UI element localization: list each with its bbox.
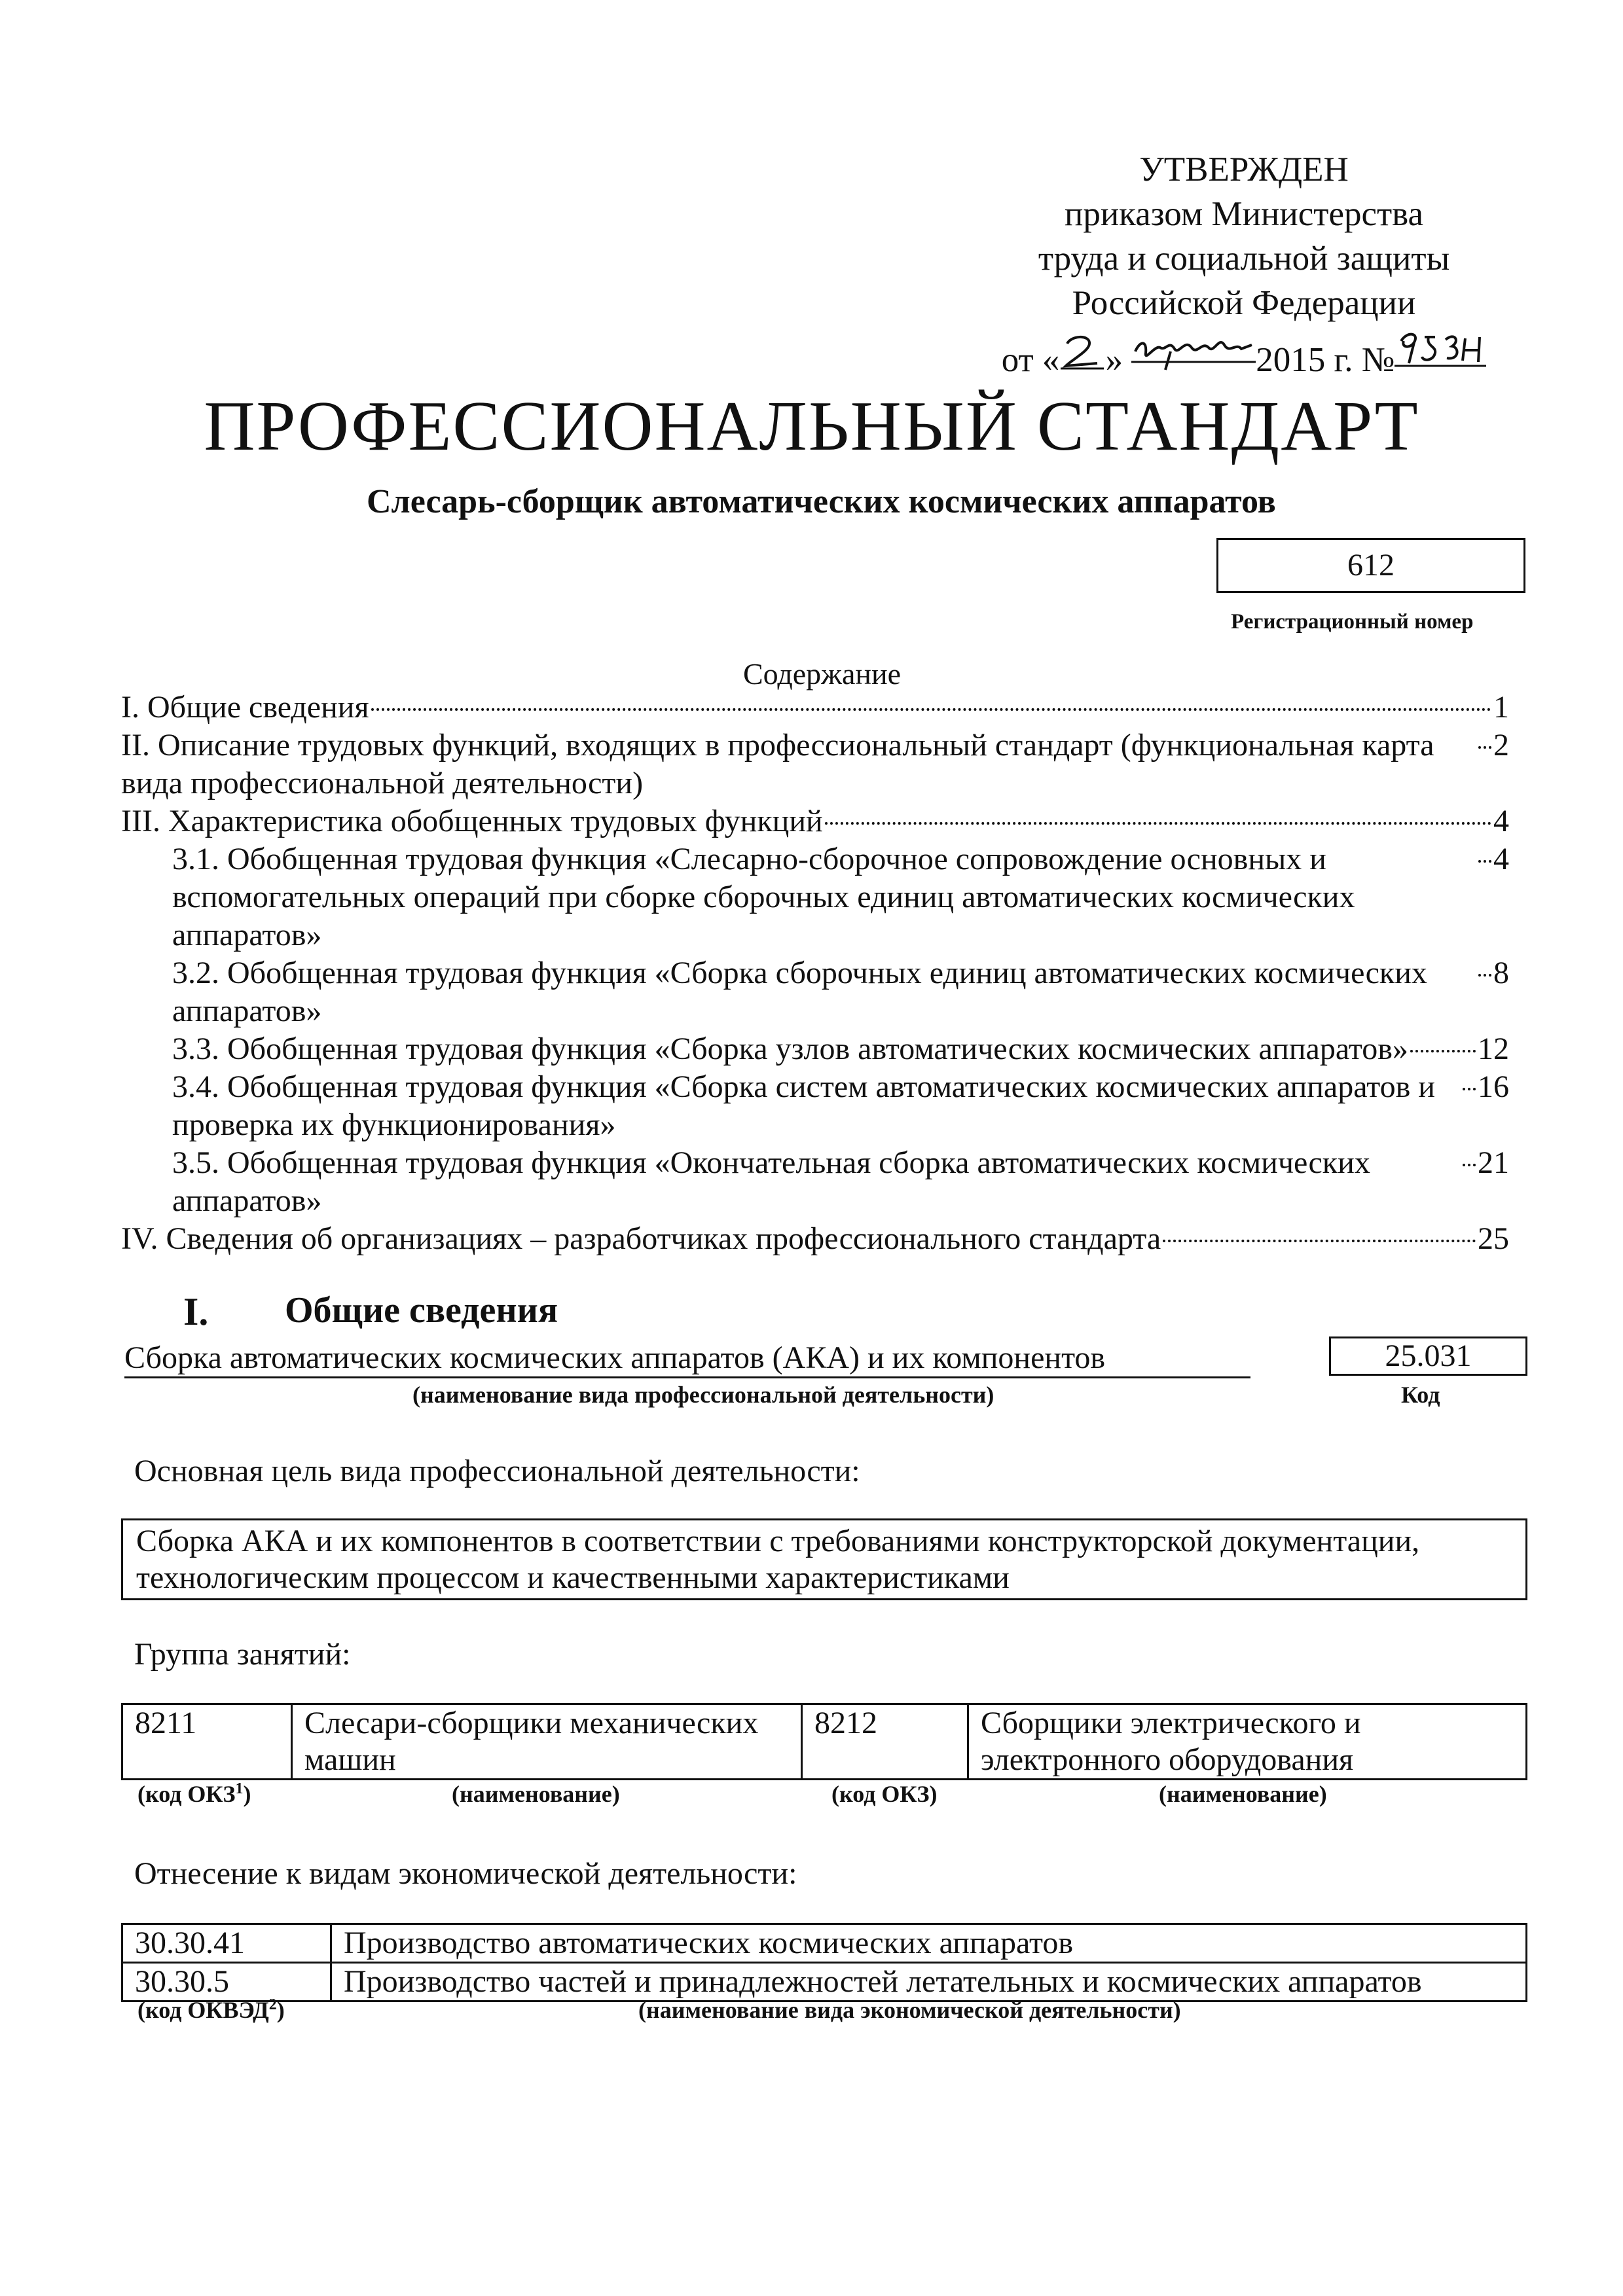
toc-item-page: 21 — [1478, 1145, 1509, 1180]
toc-item-page: 4 — [1493, 804, 1509, 838]
toc-item-section-3[interactable] — [121, 802, 1509, 840]
toc-item-page: 12 — [1478, 1031, 1509, 1066]
document-title: ПРОФЕССИОНАЛЬНЫЙ СТАНДАРТ — [204, 387, 1419, 465]
toc-item-section-1[interactable] — [121, 689, 1509, 726]
approval-line-2: труда и социальной защиты — [1038, 240, 1450, 278]
date-year: 2015 г. № — [1256, 341, 1395, 379]
occupation-group-label: Группа занятий: — [134, 1637, 351, 1672]
okz-code-caption-2: (код ОКЗ) — [831, 1781, 938, 1807]
goal-text-box: Сборка АКА и их компонентов в соответствии с требованиями конструкторской документации, технологическим процессом и качественными характеристиками — [121, 1518, 1527, 1600]
goal-label: Основная цель вида профессиональной деятельности: — [134, 1454, 860, 1488]
toc-dot-leader — [1463, 1164, 1476, 1166]
toc-item-text: 3.5. Обобщенная трудовая функция «Окончательная сборка автоматических космических аппаратов» — [172, 1145, 1370, 1218]
okz-code-caption-close: ) — [243, 1781, 251, 1807]
table-of-contents — [121, 689, 1509, 1258]
toc-item-page: 25 — [1478, 1221, 1509, 1256]
toc-item-text: I. Общие сведения — [121, 690, 369, 725]
approval-status: УТВЕРЖДЕН — [1139, 151, 1349, 188]
toc-dot-leader — [1478, 974, 1491, 977]
toc-item-3-1[interactable] — [121, 840, 1509, 954]
section-number: I. — [183, 1290, 209, 1333]
toc-item-page: 16 — [1478, 1069, 1509, 1104]
okved-name-caption: (наименование вида экономической деятельности) — [638, 1997, 1181, 2023]
occupation-group-table — [121, 1703, 1527, 1780]
toc-item-page: 1 — [1493, 690, 1509, 725]
toc-item-text: II. Описание трудовых функций, входящих в профессиональный стандарт (функциональная карта вида профессиональной деятельности) — [121, 728, 1434, 800]
handwritten-day — [1059, 333, 1105, 382]
activity-name-field: Сборка автоматических космических аппаратов (АКА) и их компонентов — [124, 1340, 1250, 1378]
toc-dot-leader — [1478, 746, 1491, 749]
registration-number-label: Регистрационный номер — [1231, 610, 1474, 634]
toc-item-text: IV. Сведения об организациях – разработчиках профессионального стандарта — [121, 1221, 1161, 1256]
table-row — [122, 1704, 1527, 1780]
toc-item-3-4[interactable] — [121, 1068, 1509, 1144]
approval-line-3: Российской Федерации — [1072, 284, 1416, 322]
document-subtitle: Слесарь-сборщик автоматических космических аппаратов — [367, 483, 1276, 520]
economic-activity-table — [121, 1923, 1527, 2002]
okved-code-cell: 30.30.5 — [122, 1963, 331, 2001]
okved-code-caption — [137, 1996, 285, 2024]
toc-dot-leader — [371, 708, 1491, 711]
okved-code-caption-close: ) — [276, 1997, 285, 2023]
economic-activity-label: Отнесение к видам экономической деятельности: — [134, 1856, 797, 1891]
toc-item-text: 3.2. Обобщенная трудовая функция «Сборка сборочных единиц автоматических космических аппаратов» — [172, 956, 1427, 1028]
toc-item-3-3[interactable] — [121, 1030, 1509, 1068]
activity-code-box: 25.031 — [1329, 1336, 1527, 1376]
toc-item-text: 3.1. Обобщенная трудовая функция «Слесарно-сборочное сопровождение основных и вспомогательных операций при сборке сборочных единиц автоматических космических аппаратов» — [172, 842, 1355, 952]
toc-dot-leader — [1163, 1240, 1476, 1242]
activity-name-caption: (наименование вида профессиональной деятельности) — [412, 1382, 994, 1408]
occupation-name-caption: (наименование) — [452, 1781, 620, 1807]
date-prefix: от « — [1001, 341, 1060, 379]
approval-line-1: приказом Министерства — [1064, 195, 1424, 233]
occupation-name-cell: Слесари-сборщики механических машин — [292, 1704, 802, 1780]
section-title: Общие сведения — [285, 1290, 558, 1331]
toc-dot-leader — [825, 822, 1491, 825]
toc-item-text: III. Характеристика обобщенных трудовых функций — [121, 804, 823, 838]
footnote-ref-1[interactable]: 1 — [235, 1780, 244, 1797]
occupation-name-caption-2: (наименование) — [1159, 1781, 1327, 1807]
registration-number-box: 612 — [1216, 538, 1525, 593]
toc-dot-leader — [1410, 1050, 1476, 1052]
date-mid: » — [1105, 341, 1123, 379]
toc-item-page: 8 — [1493, 956, 1509, 990]
okved-name-cell: Производство автоматических космических аппаратов — [331, 1924, 1527, 1963]
toc-item-text: 3.4. Обобщенная трудовая функция «Сборка систем автоматических космических аппаратов и проверка их функционирования» — [172, 1069, 1435, 1142]
okved-name-cell: Производство частей и принадлежностей летательных и космических аппаратов — [331, 1963, 1527, 2001]
approval-block — [917, 147, 1571, 382]
okz-code-caption — [137, 1780, 251, 1808]
toc-item-section-2[interactable] — [121, 726, 1509, 802]
okved-code-caption-text: (код ОКВЭД — [137, 1997, 269, 2023]
toc-dot-leader — [1478, 860, 1491, 863]
approval-date-line — [917, 325, 1571, 382]
handwritten-month — [1131, 325, 1256, 382]
table-row — [122, 1924, 1527, 1963]
okved-code-cell: 30.30.41 — [122, 1924, 331, 1963]
occupation-name-cell: Сборщики электрического и электронного оборудования — [968, 1704, 1527, 1780]
footnote-ref-2[interactable]: 2 — [268, 1996, 277, 2013]
table-row — [122, 1963, 1527, 2001]
toc-item-3-5[interactable] — [121, 1144, 1509, 1220]
occupation-code-cell: 8211 — [122, 1704, 292, 1780]
toc-item-page: 4 — [1493, 842, 1509, 876]
toc-item-text: 3.3. Обобщенная трудовая функция «Сборка узлов автоматических космических аппаратов» — [172, 1031, 1408, 1066]
toc-item-3-2[interactable] — [121, 954, 1509, 1030]
okz-code-caption-text: (код ОКЗ — [137, 1781, 236, 1807]
toc-item-section-4[interactable] — [121, 1220, 1509, 1258]
occupation-code-cell: 8212 — [802, 1704, 968, 1780]
toc-item-page: 2 — [1493, 728, 1509, 762]
code-caption: Код — [1401, 1382, 1440, 1408]
handwritten-number — [1395, 328, 1486, 382]
toc-dot-leader — [1463, 1088, 1476, 1090]
toc-heading: Содержание — [743, 657, 902, 691]
